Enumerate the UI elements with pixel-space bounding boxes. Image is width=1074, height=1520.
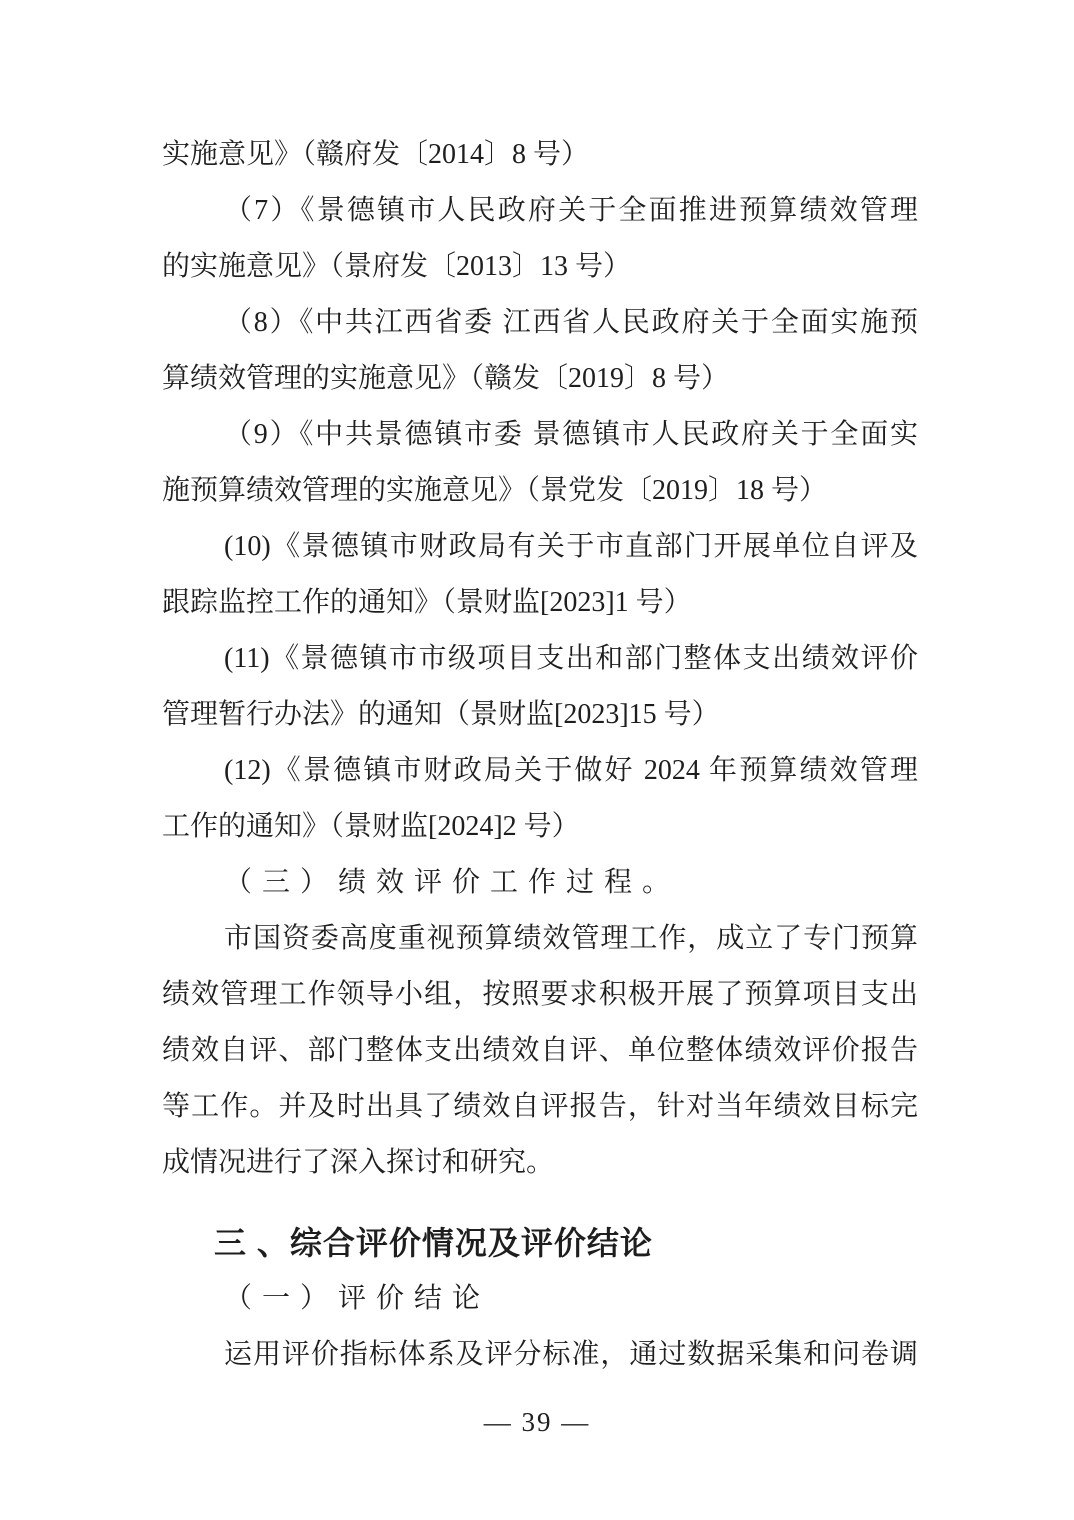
- subsection-heading: （三）绩效评价工作过程。: [224, 867, 681, 898]
- document-body: [162, 127, 918, 1383]
- body-line: (11)《景德镇市市级项目支出和部门整体支出绩效评价: [224, 643, 918, 674]
- body-line: 绩效自评、部门整体支出绩效自评、单位整体绩效评价报告: [162, 1035, 918, 1066]
- body-line: 绩效管理工作领导小组，按照要求积极开展了预算项目支出: [162, 979, 918, 1010]
- body-line: （9）《中共景德镇市委 景德镇市人民政府关于全面实: [224, 419, 918, 450]
- body-line: 运用评价指标体系及评分标准，通过数据采集和问卷调: [224, 1339, 918, 1370]
- body-line: 算绩效管理的实施意见》（赣发〔2019〕8 号）: [162, 363, 730, 394]
- body-line: 等工作。并及时出具了绩效自评报告，针对当年绩效目标完: [162, 1091, 918, 1122]
- body-line: （8）《中共江西省委 江西省人民政府关于全面实施预: [224, 307, 918, 338]
- body-line: (12)《景德镇市财政局关于做好 2024 年预算绩效管理: [224, 755, 918, 786]
- body-line: 的实施意见》（景府发〔2013〕13 号）: [162, 251, 632, 282]
- section-heading: 三 、综合评价情况及评价结论: [214, 1225, 653, 1261]
- body-line: 工作的通知》（景财监[2024]2 号）: [162, 811, 580, 842]
- body-line: 实施意见》（赣府发〔2014〕8 号）: [162, 139, 590, 170]
- subsection-heading: （一）评价结论: [224, 1283, 491, 1314]
- body-line: 管理暂行办法》的通知（景财监[2023]15 号）: [162, 699, 720, 730]
- body-line: 市国资委高度重视预算绩效管理工作，成立了专门预算: [224, 923, 918, 954]
- body-line: 跟踪监控工作的通知》（景财监[2023]1 号）: [162, 587, 692, 618]
- body-line: (10)《景德镇市财政局有关于市直部门开展单位自评及: [224, 531, 918, 562]
- page-number: — 39 —: [483, 1407, 591, 1437]
- body-line: 成情况进行了深入探讨和研究。: [162, 1147, 555, 1178]
- body-line: （7）《景德镇市人民政府关于全面推进预算绩效管理: [224, 195, 918, 226]
- body-line: 施预算绩效管理的实施意见》（景党发〔2019〕18 号）: [162, 475, 828, 506]
